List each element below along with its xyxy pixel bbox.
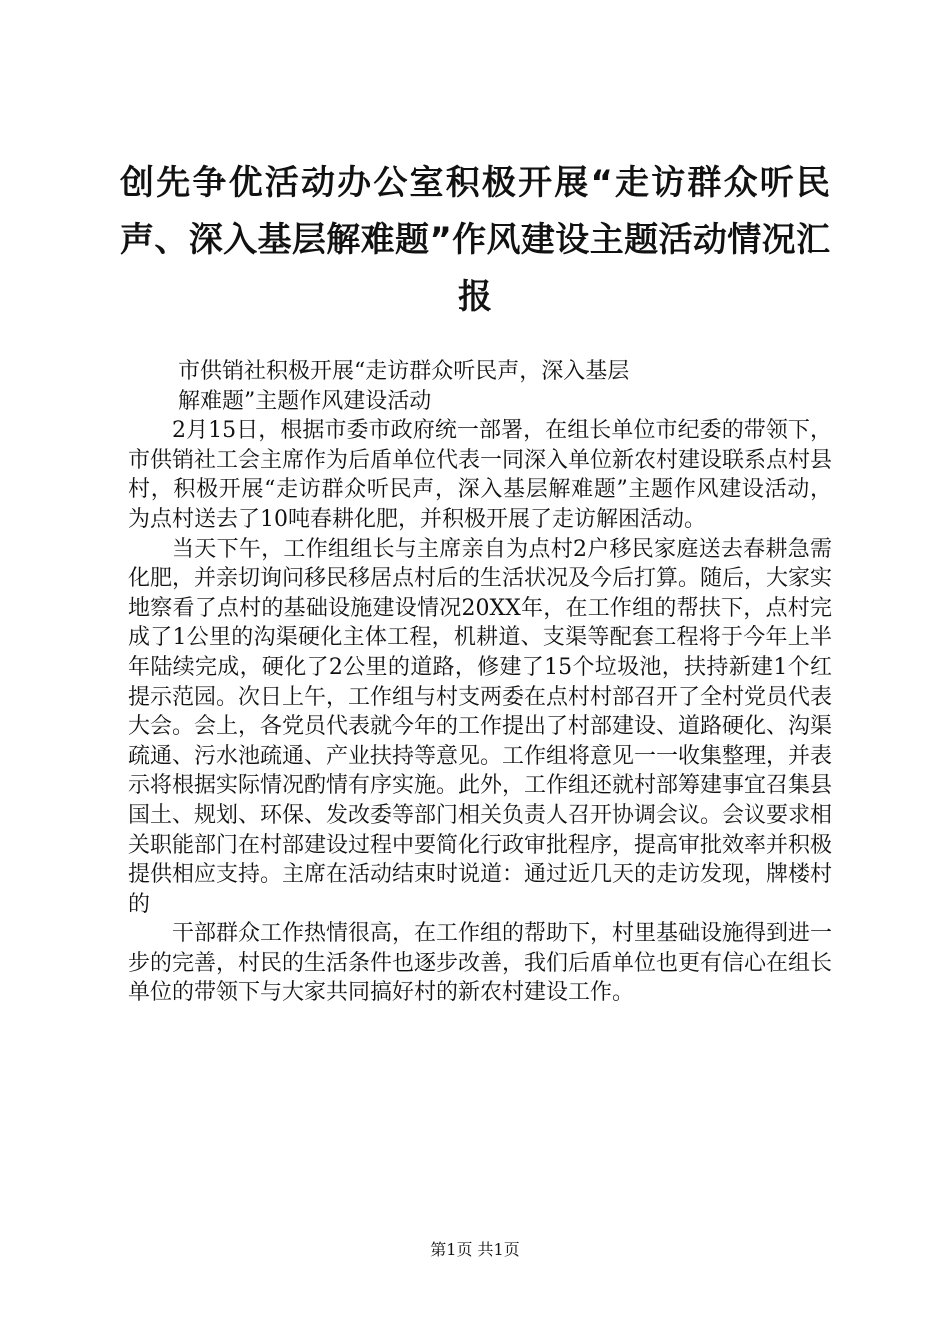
subheading-line-1: 市供销社积极开展“走访群众听民声，深入基层 (178, 359, 630, 384)
paragraph-1: 2月15日，根据市委市政府统一部署，在组长单位市纪委的带领下，市供销社工会主席作为后盾单位代表一同深入单位新农村建设联系点村县村，积极开展“走访群众听民声，深入基层解难题”主题作风建设活动，为点村送去了10吨春耕化肥，并积极开展了走访解困活动。 (128, 418, 833, 532)
paragraph-3: 干部群众工作热情很高，在工作组的帮助下，村里基础设施得到进一步的完善，村民的生活条件也逐步改善，我们后盾单位也更有信心在组长单位的带领下与大家共同搞好村的新农村建设工作。 (128, 921, 833, 1006)
document-body (128, 357, 832, 1008)
subheading-line-2: 解难题”主题作风建设活动 (178, 388, 432, 414)
page-footer: 第1页 共1页 (430, 1240, 520, 1259)
paragraph-2: 当天下午，工作组组长与主席亲自为点村2户移民家庭送去春耕急需化肥，并亲切询问移民移居点村后的生活状况及今后打算。随后，大家实地察看了点村的基础设施建设情况20XX年，在工作组的帮扶下，点村完成了1公里的沟渠硬化主体工程，机耕道、支渠等配套工程将于今年上半年陆续完成，硬化了2公里的道路，修建了15个垃圾池，扶持新建1个红提示范园。次日上午，工作组与村支两委在点村村部召开了全村党员代表大会。会上，各党员代表就今年的工作提出了村部建设、道路硬化、沟渠疏通、污水池疏通、产业扶持等意见。工作组将意见一一收集整理，并表示将根据实际情况酌情有序实施。此外，工作组还就村部筹建事宜召集县国土、规划、环保、发改委等部门相关负责人召开协调会议。会议要求相关职能部门在村部建设过程中要简化行政审批程序，提高审批效率并积极提供相应支持。主席在活动结束时说道：通过近几天的走访发现，牌楼村的 (128, 536, 833, 917)
document-title: 创先争优活动办公室积极开展“走访群众听民声、深入基层解难题”作风建设主题活动情况汇报 (120, 163, 830, 317)
